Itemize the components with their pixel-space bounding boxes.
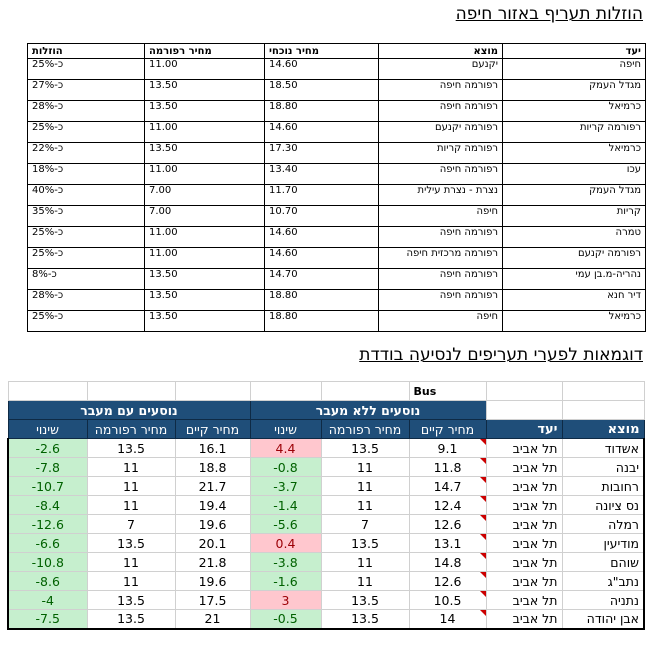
current-price-cell: 18.80	[265, 101, 379, 122]
reduction-cell: כ-22%	[28, 143, 145, 164]
change-no-transfer-cell: 3	[250, 591, 321, 610]
group-header-row	[8, 401, 644, 420]
dest-cell: כרמיאל	[503, 143, 646, 164]
reform-price-with-transfer-cell: 11	[87, 458, 175, 477]
fare-gap-row	[8, 553, 644, 572]
reduction-cell: כ-25%	[28, 122, 145, 143]
origin-cell: נצרת - נצרת עילית	[379, 185, 503, 206]
current-price-cell: 18.80	[265, 311, 379, 332]
fare-gap-row	[8, 439, 644, 458]
dest-cell: תל אביב	[486, 591, 562, 610]
reform-price-cell: 7.00	[145, 206, 265, 227]
reform-price-with-transfer-cell: 7	[87, 515, 175, 534]
dest-cell: רפורמה קריות	[503, 122, 646, 143]
dest-cell: כרמיאל	[503, 101, 646, 122]
reform-price-with-transfer-cell: 11	[87, 496, 175, 515]
dest-cell: תל אביב	[486, 458, 562, 477]
change-with-transfer-cell: -10.8	[8, 553, 87, 572]
current-price-no-transfer-cell: 13.1	[409, 534, 486, 553]
reduction-cell: כ-28%	[28, 101, 145, 122]
haifa-fare-table	[27, 43, 646, 332]
haifa-fare-reduction-title: הוזלות תעריף באזור חיפה	[455, 4, 643, 24]
change-no-transfer-cell: -0.8	[250, 458, 321, 477]
haifa-table-header-row	[28, 44, 646, 59]
reform-price-with-transfer-cell: 13.5	[87, 534, 175, 553]
current-price-no-transfer-cell: 14.7	[409, 477, 486, 496]
reform-price-with-transfer-cell: 11	[87, 477, 175, 496]
fare-gap-row	[8, 572, 644, 591]
current-price-with-transfer-cell: 19.4	[175, 496, 250, 515]
dest-cell: מגדל העמק	[503, 185, 646, 206]
column-header-row	[8, 420, 644, 439]
origin-cell: יבנה	[562, 458, 644, 477]
header-origin: מוצא	[562, 420, 644, 439]
reform-price-no-transfer-cell: 11	[321, 496, 409, 515]
origin-cell: חיפה	[379, 206, 503, 227]
reform-price-with-transfer-cell: 13.5	[87, 439, 175, 458]
current-price-cell: 17.30	[265, 143, 379, 164]
current-price-with-transfer-cell: 19.6	[175, 572, 250, 591]
haifa-table-row	[28, 80, 646, 101]
origin-cell: שוהם	[562, 553, 644, 572]
reform-price-with-transfer-cell: 11	[87, 572, 175, 591]
dest-cell: קריות	[503, 206, 646, 227]
reform-price-cell: 13.50	[145, 290, 265, 311]
origin-cell: רפורמה חיפה	[379, 227, 503, 248]
current-price-no-transfer-cell: 12.4	[409, 496, 486, 515]
haifa-table-row	[28, 143, 646, 164]
reform-price-no-transfer-cell: 11	[321, 458, 409, 477]
reduction-cell: כ-25%	[28, 227, 145, 248]
bus-label-row	[8, 382, 644, 401]
dest-cell: תל אביב	[486, 553, 562, 572]
current-price-with-transfer-cell: 21	[175, 610, 250, 629]
haifa-table-row	[28, 185, 646, 206]
reform-price-cell: 11.00	[145, 122, 265, 143]
haifa-table-row	[28, 311, 646, 332]
origin-cell: רפורמה חיפה	[379, 80, 503, 101]
reduction-cell: כ-25%	[28, 248, 145, 269]
current-price-no-transfer-cell: 12.6	[409, 572, 486, 591]
dest-cell: חיפה	[503, 59, 646, 80]
origin-cell: נס ציונה	[562, 496, 644, 515]
reduction-cell: כ-8%	[28, 269, 145, 290]
reform-price-cell: 11.00	[145, 164, 265, 185]
reform-price-cell: 13.50	[145, 80, 265, 101]
current-price-cell: 18.80	[265, 290, 379, 311]
origin-cell: נתניה	[562, 591, 644, 610]
change-no-transfer-cell: -1.4	[250, 496, 321, 515]
origin-cell: רפורמה יקנעם	[379, 122, 503, 143]
header-reform-price-no-transfer: מחיר רפורמה	[321, 420, 409, 439]
current-price-with-transfer-cell: 21.7	[175, 477, 250, 496]
reduction-cell: כ-28%	[28, 290, 145, 311]
current-price-cell: 14.60	[265, 248, 379, 269]
change-with-transfer-cell: -8.6	[8, 572, 87, 591]
current-price-no-transfer-cell: 10.5	[409, 591, 486, 610]
fare-gap-row	[8, 458, 644, 477]
reform-price-with-transfer-cell: 13.5	[87, 610, 175, 629]
origin-cell: רפורמה חיפה	[379, 269, 503, 290]
origin-cell: אבן יהודה	[562, 610, 644, 629]
dest-cell: תל אביב	[486, 534, 562, 553]
header-reduction: הוזלות	[28, 44, 145, 59]
origin-cell: רמלה	[562, 515, 644, 534]
change-no-transfer-cell: -5.6	[250, 515, 321, 534]
reform-price-cell: 13.50	[145, 311, 265, 332]
fare-gap-row	[8, 534, 644, 553]
header-dest: יעד	[486, 420, 562, 439]
haifa-table-row	[28, 122, 646, 143]
header-current-price: מחיר נוכחי	[265, 44, 379, 59]
reform-price-cell: 13.50	[145, 269, 265, 290]
dest-cell: תל אביב	[486, 515, 562, 534]
origin-cell: חיפה	[379, 311, 503, 332]
dest-cell: עכו	[503, 164, 646, 185]
change-with-transfer-cell: -7.8	[8, 458, 87, 477]
current-price-no-transfer-cell: 14.8	[409, 553, 486, 572]
change-no-transfer-cell: 4.4	[250, 439, 321, 458]
change-with-transfer-cell: -8.4	[8, 496, 87, 515]
current-price-cell: 13.40	[265, 164, 379, 185]
current-price-cell: 14.70	[265, 269, 379, 290]
reduction-cell: כ-27%	[28, 80, 145, 101]
reduction-cell: כ-40%	[28, 185, 145, 206]
reform-price-no-transfer-cell: 11	[321, 572, 409, 591]
reform-price-with-transfer-cell: 11	[87, 553, 175, 572]
reform-price-cell: 13.50	[145, 143, 265, 164]
current-price-cell: 14.60	[265, 227, 379, 248]
header-current-price-with-transfer: מחיר קיים	[175, 420, 250, 439]
reform-price-no-transfer-cell: 11	[321, 553, 409, 572]
header-origin: מוצא	[379, 44, 503, 59]
reduction-cell: כ-18%	[28, 164, 145, 185]
change-with-transfer-cell: -7.5	[8, 610, 87, 629]
reform-price-no-transfer-cell: 13.5	[321, 439, 409, 458]
reform-price-cell: 11.00	[145, 227, 265, 248]
origin-cell: רפורמה מרכזית חיפה	[379, 248, 503, 269]
fare-gap-row	[8, 610, 644, 629]
dest-cell: תל אביב	[486, 439, 562, 458]
reform-price-no-transfer-cell: 7	[321, 515, 409, 534]
change-with-transfer-cell: -6.6	[8, 534, 87, 553]
origin-cell: רפורמה חיפה	[379, 101, 503, 122]
change-with-transfer-cell: -12.6	[8, 515, 87, 534]
reduction-cell: כ-35%	[28, 206, 145, 227]
header-change-with-transfer: שינוי	[8, 420, 87, 439]
reform-price-no-transfer-cell: 13.5	[321, 591, 409, 610]
haifa-table-row	[28, 248, 646, 269]
reform-price-no-transfer-cell: 11	[321, 477, 409, 496]
reform-price-with-transfer-cell: 13.5	[87, 591, 175, 610]
origin-cell: רחובות	[562, 477, 644, 496]
header-reform-price: מחיר רפורמה	[145, 44, 265, 59]
origin-cell: אשדוד	[562, 439, 644, 458]
dest-cell: רפורמה יקנעם	[503, 248, 646, 269]
current-price-no-transfer-cell: 12.6	[409, 515, 486, 534]
reduction-cell: כ-25%	[28, 311, 145, 332]
change-with-transfer-cell: -4	[8, 591, 87, 610]
current-price-no-transfer-cell: 9.1	[409, 439, 486, 458]
dest-cell: נהריה-מ.בן עמי	[503, 269, 646, 290]
haifa-table-row	[28, 59, 646, 80]
dest-cell: דיר חנא	[503, 290, 646, 311]
change-with-transfer-cell: -2.6	[8, 439, 87, 458]
origin-cell: רפורמה חיפה	[379, 164, 503, 185]
fare-gap-row	[8, 515, 644, 534]
origin-cell: יקנעם	[379, 59, 503, 80]
header-reform-price-with-transfer: מחיר רפורמה	[87, 420, 175, 439]
haifa-table-row	[28, 227, 646, 248]
current-price-with-transfer-cell: 16.1	[175, 439, 250, 458]
fare-gap-table	[7, 381, 645, 630]
current-price-cell: 11.70	[265, 185, 379, 206]
haifa-table-row	[28, 206, 646, 227]
reform-price-no-transfer-cell: 13.5	[321, 534, 409, 553]
reform-price-cell: 11.00	[145, 248, 265, 269]
dest-cell: תל אביב	[486, 477, 562, 496]
current-price-with-transfer-cell: 18.8	[175, 458, 250, 477]
change-with-transfer-cell: -10.7	[8, 477, 87, 496]
reduction-cell: כ-25%	[28, 59, 145, 80]
header-current-price-no-transfer: מחיר קיים	[409, 420, 486, 439]
dest-cell: טמרה	[503, 227, 646, 248]
reform-price-no-transfer-cell: 13.5	[321, 610, 409, 629]
haifa-table-row	[28, 101, 646, 122]
current-price-no-transfer-cell: 14	[409, 610, 486, 629]
change-no-transfer-cell: -3.8	[250, 553, 321, 572]
fare-gap-examples-title: דוגמאות לפערי תעריפים לנסיעה בודדת	[359, 345, 643, 365]
change-no-transfer-cell: -0.5	[250, 610, 321, 629]
reform-price-cell: 13.50	[145, 101, 265, 122]
bus-label: Bus	[409, 382, 486, 401]
current-price-cell: 14.60	[265, 59, 379, 80]
current-price-with-transfer-cell: 21.8	[175, 553, 250, 572]
header-dest: יעד	[503, 44, 646, 59]
reform-price-cell: 11.00	[145, 59, 265, 80]
header-change-no-transfer: שינוי	[250, 420, 321, 439]
dest-cell: תל אביב	[486, 572, 562, 591]
current-price-with-transfer-cell: 19.6	[175, 515, 250, 534]
current-price-cell: 10.70	[265, 206, 379, 227]
origin-cell: רפורמה קריות	[379, 143, 503, 164]
haifa-table-row	[28, 269, 646, 290]
change-no-transfer-cell: -3.7	[250, 477, 321, 496]
current-price-cell: 18.50	[265, 80, 379, 101]
origin-cell: מודיעין	[562, 534, 644, 553]
fare-gap-row	[8, 591, 644, 610]
dest-cell: תל אביב	[486, 610, 562, 629]
group-no-transfer: נוסעים ללא מעבר	[250, 401, 486, 420]
change-no-transfer-cell: -1.6	[250, 572, 321, 591]
fare-gap-row	[8, 496, 644, 515]
dest-cell: תל אביב	[486, 496, 562, 515]
reform-price-cell: 7.00	[145, 185, 265, 206]
current-price-cell: 14.60	[265, 122, 379, 143]
origin-cell: רפורמה חיפה	[379, 290, 503, 311]
current-price-no-transfer-cell: 11.8	[409, 458, 486, 477]
origin-cell: נתב"ג	[562, 572, 644, 591]
current-price-with-transfer-cell: 20.1	[175, 534, 250, 553]
current-price-with-transfer-cell: 17.5	[175, 591, 250, 610]
haifa-table-row	[28, 290, 646, 311]
group-with-transfer: נוסעים עם מעבר	[8, 401, 250, 420]
fare-gap-row	[8, 477, 644, 496]
change-no-transfer-cell: 0.4	[250, 534, 321, 553]
dest-cell: מגדל העמק	[503, 80, 646, 101]
haifa-table-row	[28, 164, 646, 185]
dest-cell: כרמיאל	[503, 311, 646, 332]
